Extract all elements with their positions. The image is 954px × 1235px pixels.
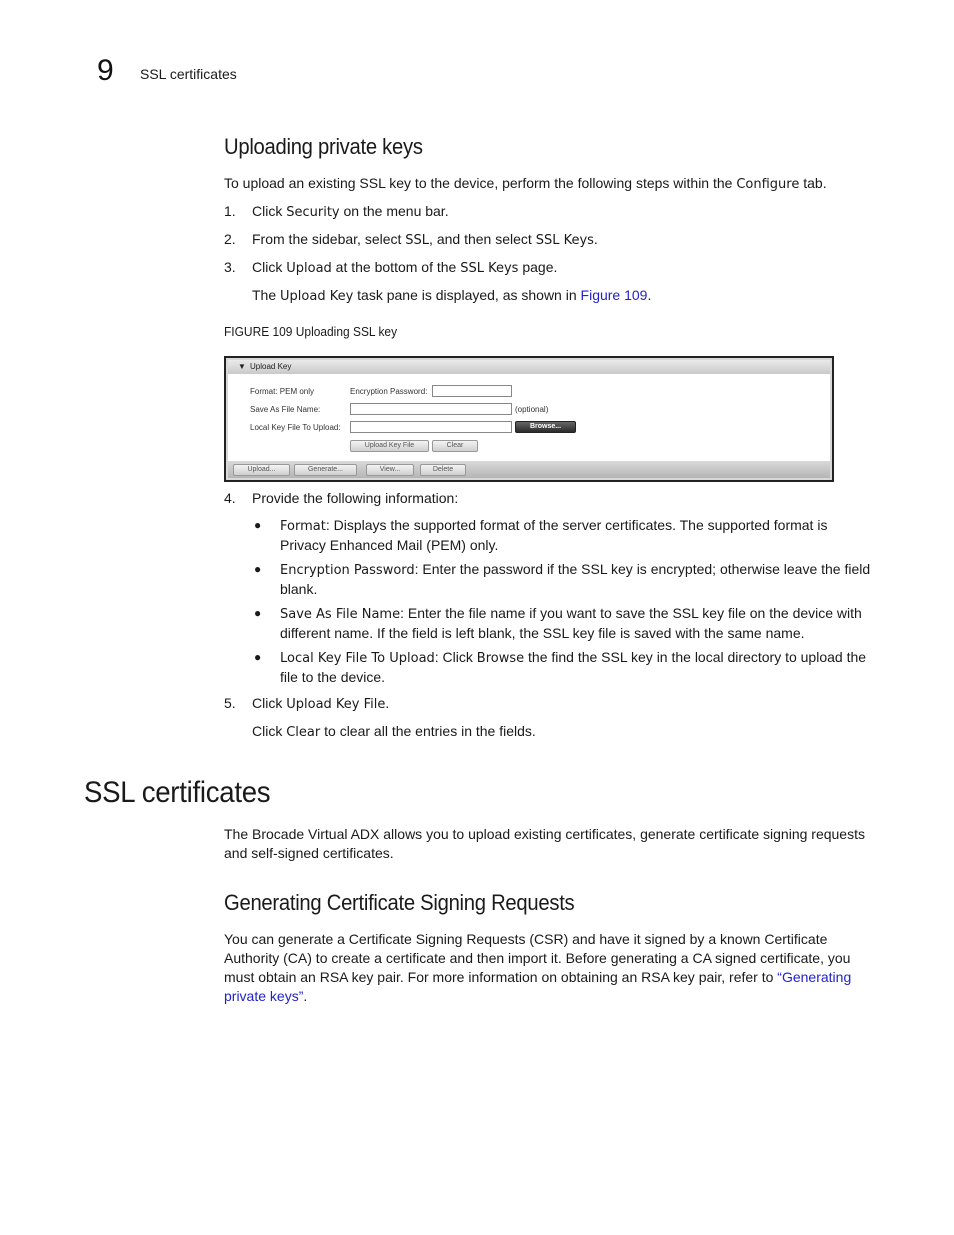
bullet-save-as-file-name: Save As File Name: Enter the file name if you want to save the SSL key file on the device with different name. If the field is left blank, the SSL key file is saved with the same name. <box>280 605 862 641</box>
step-number: 4. <box>224 490 236 506</box>
section2-intro: The Brocade Virtual ADX allows you to upload existing certificates, generate certificate signing requests and self-signed certificates. <box>224 826 865 861</box>
browse-button[interactable]: Browse... <box>515 421 576 433</box>
upload-key-figure <box>224 356 834 482</box>
delete-button[interactable]: Delete <box>420 464 466 476</box>
section-heading-ssl-certificates: SSL certificates <box>84 776 271 809</box>
bullet-icon: ● <box>254 650 262 664</box>
step-number: 1. <box>224 203 236 219</box>
local-key-file-label: Local Key File To Upload: <box>250 423 341 432</box>
section1-intro: To upload an existing SSL key to the device, perform the following steps within the Configure tab. <box>224 175 827 192</box>
upload-key-panel-title: Upload Key <box>250 362 292 371</box>
bullet-format: Format: Displays the supported format of the server certificates. The supported format is Privacy Enhanced Mail (PEM) only. <box>280 517 828 553</box>
bullet-encryption-password: Encryption Password: Enter the password if the SSL key is encrypted; otherwise leave the field blank. <box>280 561 871 597</box>
figure-caption: FIGURE 109 Uploading SSL key <box>224 324 398 339</box>
step-1-text: Click Security on the menu bar. <box>252 203 449 220</box>
bullet-local-key-file: Local Key File To Upload: Click Browse the find the SSL key in the local directory to upload the file to the device. <box>280 649 867 685</box>
save-as-file-name-label: Save As File Name: <box>250 405 321 414</box>
save-as-file-name-input[interactable] <box>350 403 512 415</box>
upload-key-file-button[interactable]: Upload Key File <box>350 440 429 452</box>
encryption-password-input[interactable] <box>432 385 512 397</box>
generating-private-keys-link[interactable]: “Generating private keys” <box>224 969 852 1004</box>
chapter-number: 9 <box>97 54 114 87</box>
step-4-text: Provide the following information: <box>252 490 459 506</box>
generate-button[interactable]: Generate... <box>294 464 357 476</box>
clear-button[interactable]: Clear <box>432 440 478 452</box>
section3-body: You can generate a Certificate Signing Requests (CSR) and have it signed by a known Certificate Authority (CA) to create a certificate and then import it. Before generating a CA signed certificate, you must obtain an RSA key pair. For more information on obtaining an RSA key pair, refer to “Generating private keys”. <box>224 931 852 1004</box>
step-3-note: The Upload Key task pane is displayed, as shown in Figure 109. <box>252 287 652 304</box>
upload-key-panel-footer <box>228 461 830 478</box>
bullet-icon: ● <box>254 562 262 576</box>
step-number: 5. <box>224 695 236 711</box>
step-number: 2. <box>224 231 236 247</box>
view-button[interactable]: View... <box>366 464 414 476</box>
step-5-text: Click Upload Key File. <box>252 695 390 712</box>
bullet-icon: ● <box>254 518 262 532</box>
upload-key-panel-header[interactable] <box>228 360 830 374</box>
bullet-icon: ● <box>254 606 262 620</box>
section-heading-generating-csr: Generating Certificate Signing Requests <box>224 890 575 915</box>
step-5-note: Click Clear to clear all the entries in the fields. <box>252 723 536 740</box>
step-number: 3. <box>224 259 236 275</box>
step-2-text: From the sidebar, select SSL, and then select SSL Keys. <box>252 231 598 248</box>
upload-key-panel-body <box>228 374 830 461</box>
format-label: Format: PEM only <box>250 387 315 396</box>
section-heading-uploading-private-keys: Uploading private keys <box>224 134 423 159</box>
ui-term: Configure <box>736 177 800 192</box>
encryption-password-label: Encryption Password: <box>350 387 428 396</box>
upload-button[interactable]: Upload... <box>233 464 290 476</box>
optional-hint: (optional) <box>515 405 549 414</box>
collapse-triangle-icon[interactable]: ▼ <box>238 362 246 371</box>
local-key-file-input[interactable] <box>350 421 512 433</box>
running-header-title: SSL certificates <box>140 66 237 82</box>
figure-109-link[interactable]: Figure 109 <box>580 287 648 303</box>
step-3-text: Click Upload at the bottom of the SSL Keys page. <box>252 259 558 276</box>
